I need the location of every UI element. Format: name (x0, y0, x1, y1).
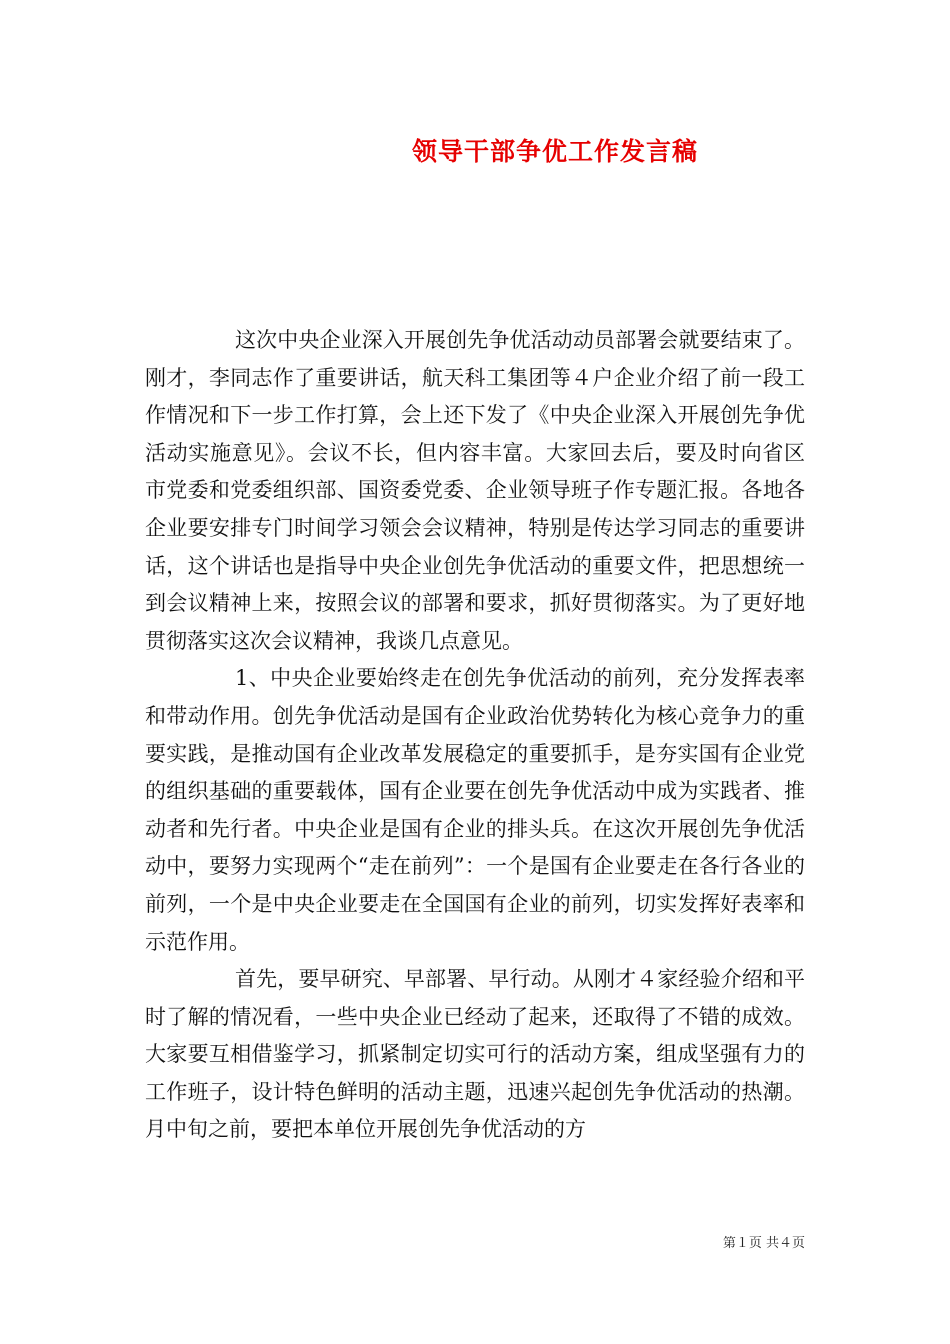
paragraph-1: 这次中央企业深入开展创先争优活动动员部署会就要结束了。刚才，李同志作了重要讲话，航天科工集团等４户企业介绍了前一段工作情况和下一步工作打算，会上还下发了《中央企业深入开展创先争优活动实施意见》。会议不长，但内容丰富。大家回去后，要及时向省区市党委和党委组织部、国资委党委、企业领导班子作专题汇报。各地各企业要安排专门时间学习领会会议精神，特别是传达学习同志的重要讲话，这个讲话也是指导中央企业创先争优活动的重要文件，把思想统一到会议精神上来，按照会议的部署和要求，抓好贯彻落实。为了更好地贯彻落实这次会议精神，我谈几点意见。 (145, 328, 805, 653)
page-number-footer: 第１页 共４页 (722, 1236, 805, 1251)
document-body (145, 322, 805, 1149)
paragraph-3: 首先，要早研究、早部署、早行动。从刚才４家经验介绍和平时了解的情况看，一些中央企业已经动了起来，还取得了不错的成效。大家要互相借鉴学习，抓紧制定切实可行的活动方案，组成坚强有力的工作班子，设计特色鲜明的活动主题，迅速兴起创先争优活动的热潮。月中旬之前，要把本单位开展创先争优活动的方 (145, 967, 805, 1142)
document-title: 领导干部争优工作发言稿 (411, 137, 698, 166)
paragraph-2: 1、中央企业要始终走在创先争优活动的前列，充分发挥表率和带动作用。创先争优活动是国有企业政治优势转化为核心竞争力的重要实践，是推动国有企业改革发展稳定的重要抓手，是夯实国有企业党的组织基础的重要载体，国有企业要在创先争优活动中成为实践者、推动者和先行者。中央企业是国有企业的排头兵。在这次开展创先争优活动中，要努力实现两个“走在前列”：一个是国有企业要走在各行各业的前列，一个是中央企业要走在全国国有企业的前列，切实发挥好表率和示范作用。 (145, 666, 805, 954)
